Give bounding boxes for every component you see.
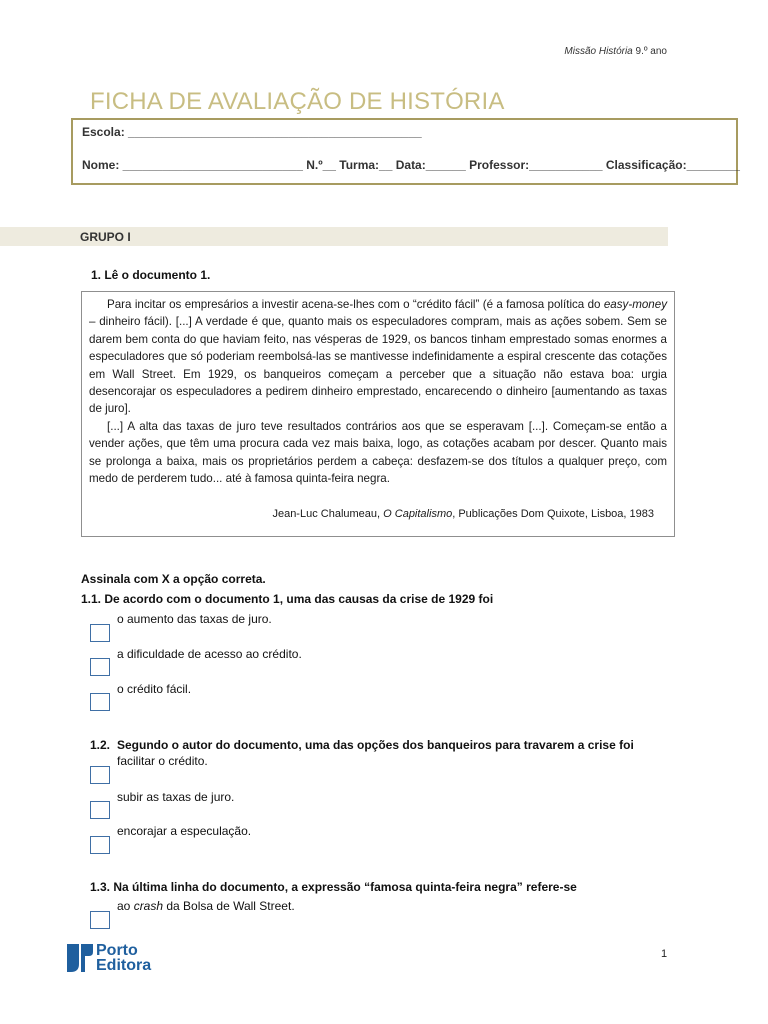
page-number: 1 xyxy=(661,948,668,960)
document-source: Jean-Luc Chalumeau, O Capitalismo, Publicações Dom Quixote, Lisboa, 1983 xyxy=(272,508,654,520)
document-paragraph-1: Para incitar os empresários a investir acena-se-lhes com o “crédito fácil” (é a famosa política do easy-money – dinheiro fácil). [...] A verdade é que, quanto mais os especuladores compram, mais as ações sobem. Sem se darem bem conta do que haviam feito, nas vésperas de 1929, os bancos tinham emprestado somas enormes a especuladores que só poderiam reembolsá-las se mantivesse indefinidamente a espiral crescente das cotações em Wall Street. Em 1929, os banqueiros começam a perceber que a situação não estava boa: urgia desencorajar os especuladores a pedirem dinheiro emprestado, encarecendo o dinheiro [aumentando as taxas de juro]. xyxy=(89,298,667,416)
document-text xyxy=(89,296,667,487)
question-1-2-number: 1.2. xyxy=(90,738,111,752)
header-grade: 9.º ano xyxy=(635,46,667,57)
logo-line-1: Porto xyxy=(96,942,138,959)
instruction: Assinala com X a opção correta. xyxy=(81,572,266,586)
question-1: 1. Lê o documento 1. xyxy=(91,268,211,282)
q1-3-option-a: ao crash da Bolsa de Wall Street. xyxy=(117,899,295,913)
q1-2-option-a: facilitar o crédito. xyxy=(117,754,208,768)
q1-2-option-b: subir as taxas de juro. xyxy=(117,790,235,804)
q1-1-option-b-checkbox[interactable] xyxy=(90,658,110,676)
identification-box xyxy=(71,118,738,185)
question-1-3: 1.3. Na última linha do documento, a expressão “famosa quinta-feira negra” refere-se xyxy=(90,880,577,894)
logo-line-2: Editora xyxy=(96,957,152,974)
question-1-2: Segundo o autor do documento, uma das opções dos banqueiros para travarem a crise foi xyxy=(117,738,634,752)
q1-2-option-c: encorajar a especulação. xyxy=(117,824,252,838)
school-field[interactable]: Escola: ____________________________________________ xyxy=(82,125,422,139)
porto-editora-logo-icon xyxy=(67,944,93,974)
q1-1-option-a: o aumento das taxas de juro. xyxy=(117,612,272,626)
question-1-1: 1.1. De acordo com o documento 1, uma das causas da crise de 1929 foi xyxy=(81,592,494,606)
q1-1-option-c-checkbox[interactable] xyxy=(90,693,110,711)
q1-1-option-a-checkbox[interactable] xyxy=(90,624,110,642)
header-reference xyxy=(564,46,667,57)
group-label: GRUPO I xyxy=(80,230,131,244)
q1-2-option-c-checkbox[interactable] xyxy=(90,836,110,854)
q1-1-option-b: a dificuldade de acesso ao crédito. xyxy=(117,647,302,661)
document-box xyxy=(81,291,675,537)
q1-1-option-c: o crédito fácil. xyxy=(117,682,192,696)
document-paragraph-2: [...] A alta das taxas de juro teve resultados contrários aos que se esperavam [...]. Começam-se então a vender ações, que têm uma procura cada vez mais baixa, logo, as cotações acabam por descer. Quanto mais se prolonga a baixa, mais os proprietários perdem a cabeça: desfazem-se dos títulos a qualquer preço, com medo de perderem tudo... até à famosa quinta-feira negra. xyxy=(89,419,667,486)
student-details-fields[interactable]: Nome: ___________________________ N.º__ Turma:__ Data:______ Professor:___________ Classificação:________ xyxy=(82,158,740,172)
page-title: FICHA DE AVALIAÇÃO DE HISTÓRIA xyxy=(90,88,505,115)
q1-2-option-b-checkbox[interactable] xyxy=(90,801,110,819)
publisher-logo-text xyxy=(96,943,151,973)
q1-2-option-a-checkbox[interactable] xyxy=(90,766,110,784)
header-brand: Missão História xyxy=(564,46,633,57)
q1-3-option-a-checkbox[interactable] xyxy=(90,911,110,929)
